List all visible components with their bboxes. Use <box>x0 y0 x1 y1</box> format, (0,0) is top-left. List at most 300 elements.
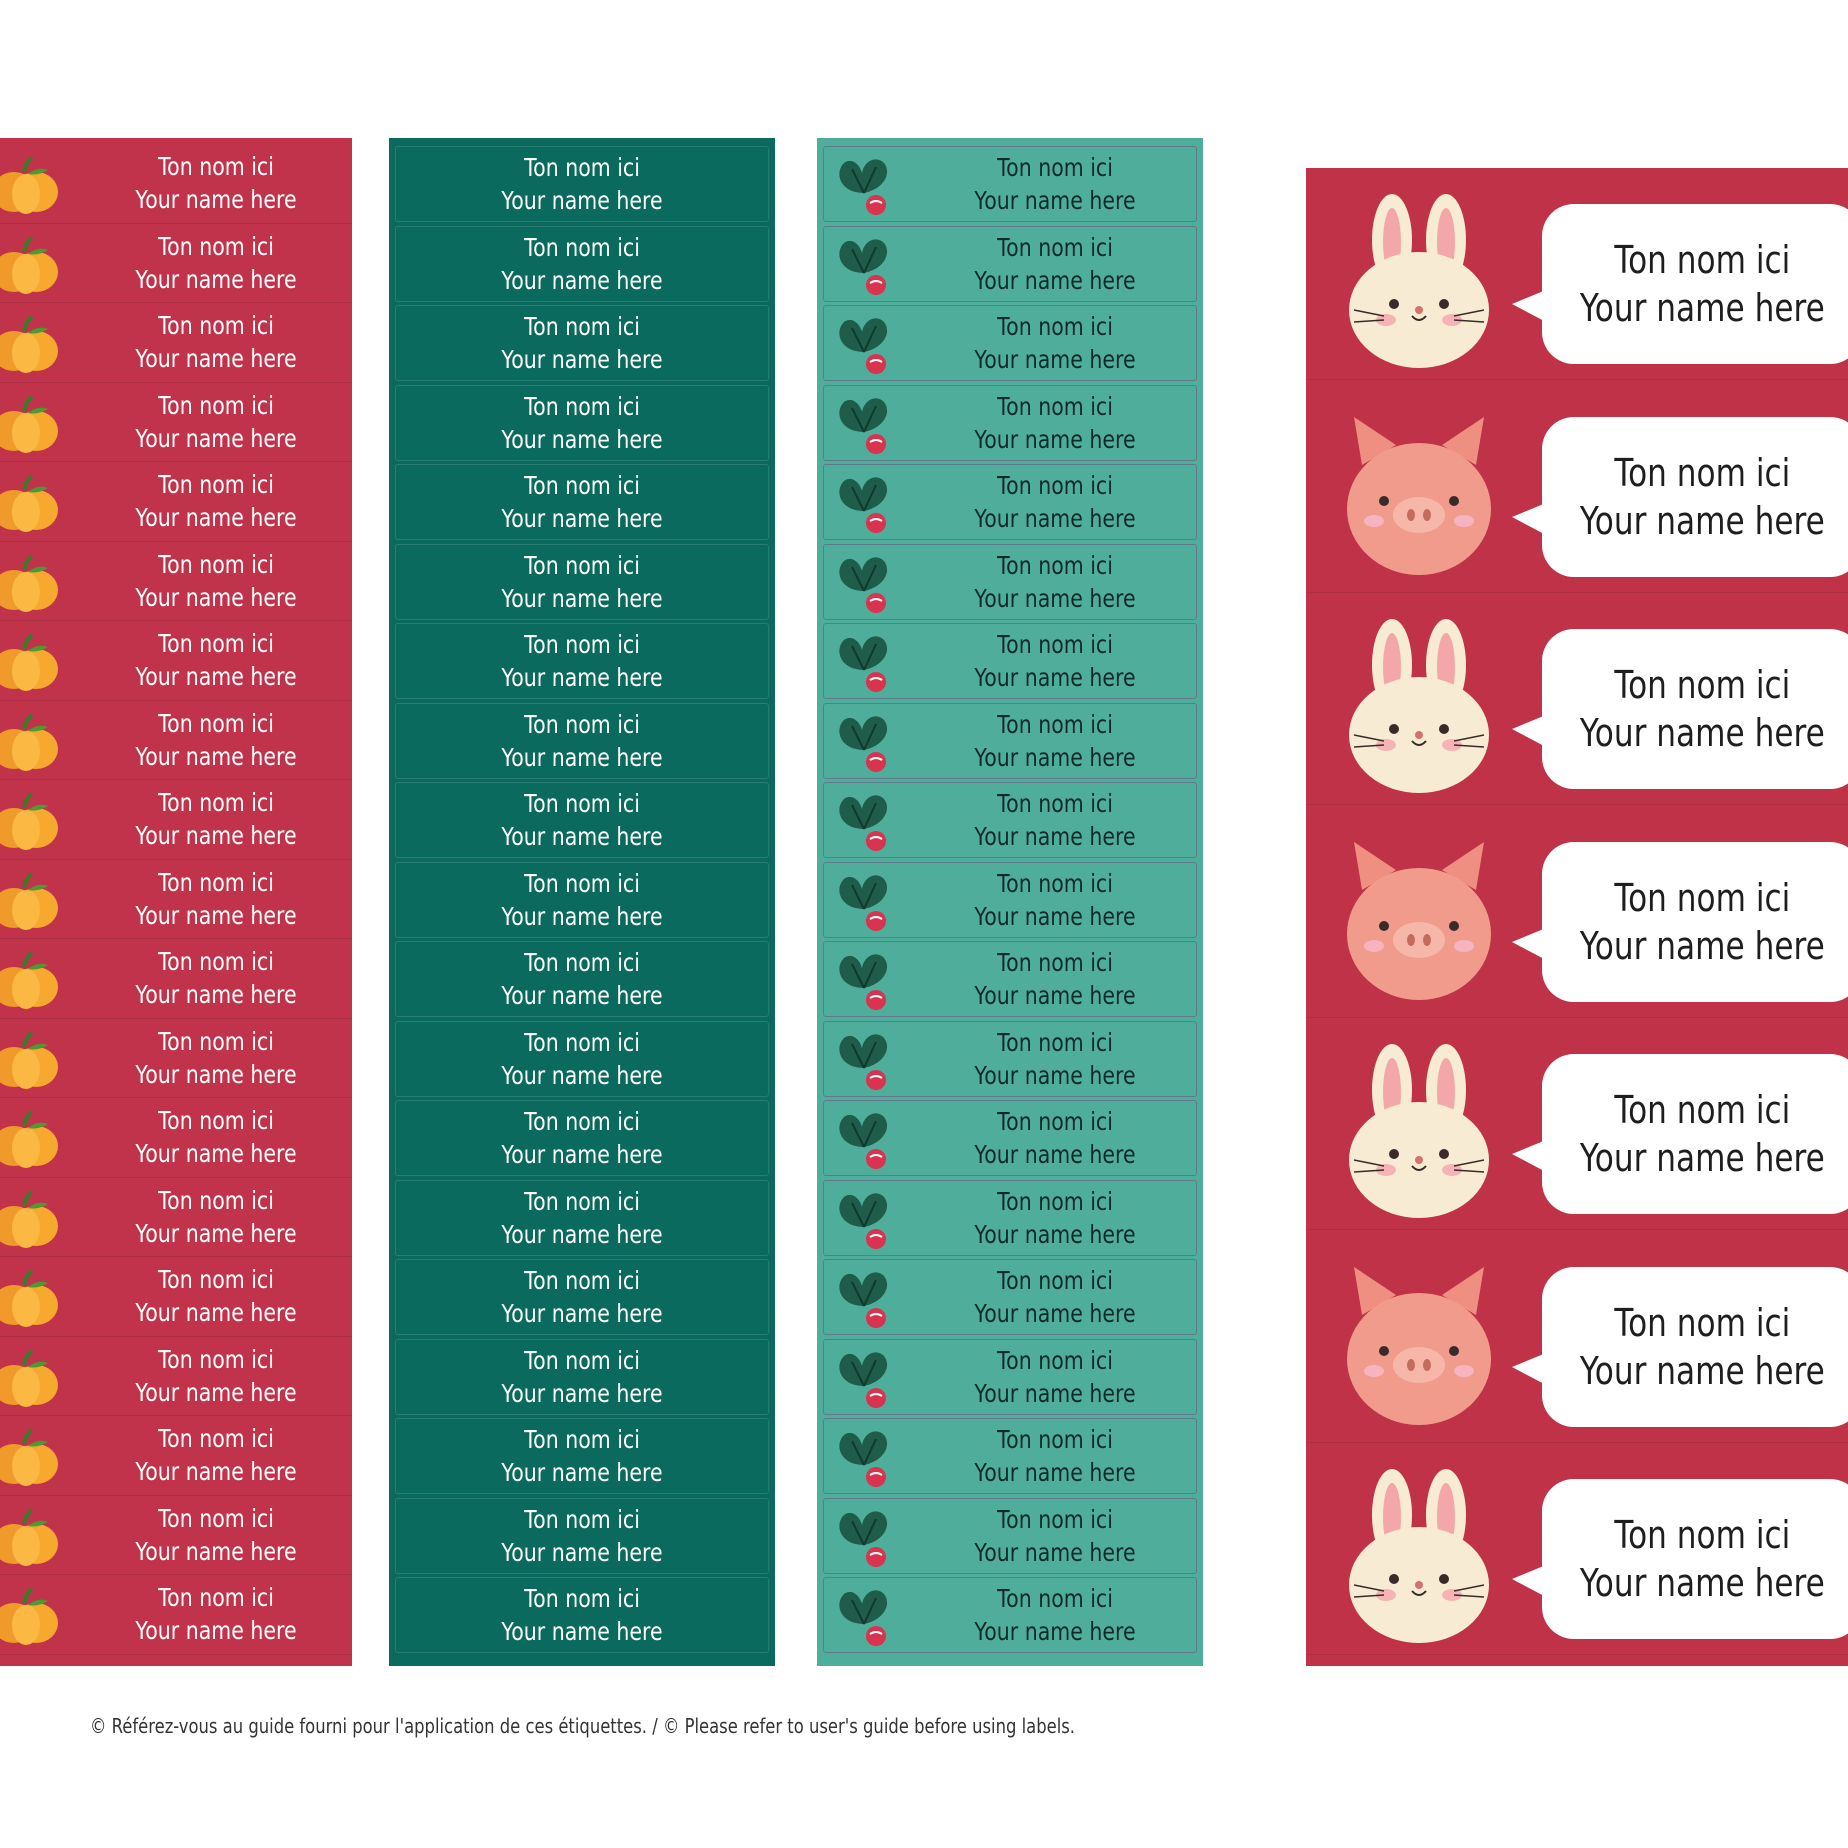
bunny-icon <box>1334 1467 1504 1645</box>
dark-teal-name-label <box>395 703 769 779</box>
label-line-fr: Ton nom ici <box>158 1424 274 1454</box>
name-label-text <box>429 863 734 937</box>
label-line-en: Your name here <box>1579 923 1825 968</box>
bunny-icon <box>1334 617 1504 795</box>
name-label-text <box>939 1181 1170 1255</box>
speech-bubble <box>1542 842 1848 1002</box>
pumpkin-icon <box>0 1426 64 1488</box>
label-line-en: Your name here <box>1579 286 1825 330</box>
animal-name-label <box>1306 806 1848 1018</box>
name-label-text <box>118 1337 315 1416</box>
name-label-text <box>429 147 734 221</box>
pumpkin-icon <box>0 1347 64 1409</box>
pumpkin-name-label <box>0 542 352 622</box>
label-line-en: Your name here <box>135 900 297 930</box>
label-line-en: Your name here <box>1579 711 1825 755</box>
pumpkin-icon <box>0 790 64 852</box>
label-line-fr: Ton nom ici <box>158 152 274 182</box>
label-line-en: Your name here <box>974 583 1136 613</box>
label-line-fr: Ton nom ici <box>997 1027 1113 1057</box>
name-label-text <box>939 1578 1170 1652</box>
dark-teal-name-label <box>395 146 769 222</box>
dark-teal-name-label <box>395 226 769 302</box>
name-label-text <box>1580 449 1825 545</box>
label-line-en: Your name here <box>501 1617 663 1646</box>
name-label-text <box>939 306 1170 380</box>
label-line-fr: Ton nom ici <box>524 153 640 182</box>
label-line-fr: Ton nom ici <box>158 1106 274 1136</box>
dark-teal-name-label <box>395 544 769 620</box>
label-line-fr: Ton nom ici <box>158 708 274 738</box>
radish-icon <box>830 1028 898 1096</box>
label-line-en: Your name here <box>974 1537 1136 1567</box>
label-line-fr: Ton nom ici <box>997 1584 1113 1613</box>
radish-icon <box>830 789 898 857</box>
radish-icon <box>830 551 898 619</box>
radish-icon <box>830 1346 898 1414</box>
name-label-text <box>118 1178 315 1257</box>
pumpkin-icon <box>0 552 64 614</box>
name-label-text <box>118 1019 315 1098</box>
pumpkin-icon <box>0 1506 64 1568</box>
label-line-en: Your name here <box>135 1536 297 1566</box>
radish-name-label <box>823 305 1197 381</box>
name-label-text <box>939 147 1170 221</box>
radish-name-label <box>823 1021 1197 1097</box>
label-line-en: Your name here <box>135 1457 297 1487</box>
label-line-fr: Ton nom ici <box>158 629 274 659</box>
radish-icon <box>830 392 898 460</box>
radish-icon <box>830 948 898 1016</box>
label-line-fr: Ton nom ici <box>158 1583 274 1613</box>
label-line-en: Your name here <box>1579 1136 1825 1180</box>
radish-name-label <box>823 226 1197 302</box>
name-label-text <box>118 1098 315 1177</box>
radish-name-label <box>823 782 1197 858</box>
label-line-fr: Ton nom ici <box>997 789 1113 818</box>
label-line-fr: Ton nom ici <box>997 709 1113 739</box>
radish-name-label <box>823 862 1197 938</box>
label-line-fr: Ton nom ici <box>997 312 1113 341</box>
label-line-en: Your name here <box>974 424 1136 454</box>
radish-name-label <box>823 703 1197 779</box>
animal-name-label <box>1306 1018 1848 1230</box>
label-line-fr: Ton nom ici <box>524 709 640 739</box>
label-line-fr: Ton nom ici <box>524 948 640 977</box>
radish-icon <box>830 630 898 698</box>
label-line-fr: Ton nom ici <box>524 391 640 421</box>
label-line-en: Your name here <box>974 742 1136 772</box>
radish-icon <box>830 1187 898 1255</box>
name-label-text <box>939 863 1170 937</box>
label-line-fr: Ton nom ici <box>997 948 1113 977</box>
label-line-en: Your name here <box>974 504 1136 533</box>
label-line-fr: Ton nom ici <box>524 1584 640 1613</box>
dark-teal-name-label <box>395 782 769 858</box>
name-label-text <box>429 704 734 778</box>
label-line-fr: Ton nom ici <box>1614 1088 1790 1132</box>
pumpkin-icon <box>0 313 64 375</box>
speech-bubble <box>1542 629 1848 789</box>
label-line-en: Your name here <box>974 1219 1136 1249</box>
name-label-text <box>118 462 315 541</box>
label-line-en: Your name here <box>974 1299 1136 1328</box>
label-line-fr: Ton nom ici <box>158 311 274 341</box>
pumpkin-name-label <box>0 303 352 383</box>
label-line-en: Your name here <box>501 981 663 1010</box>
label-line-fr: Ton nom ici <box>524 550 640 580</box>
label-line-fr: Ton nom ici <box>1614 450 1790 495</box>
name-label-text <box>939 1340 1170 1414</box>
name-label-text <box>429 386 734 460</box>
label-line-en: Your name here <box>135 582 297 612</box>
label-line-en: Your name here <box>974 663 1136 692</box>
pumpkin-icon <box>0 154 64 216</box>
radish-icon <box>830 1107 898 1175</box>
label-line-fr: Ton nom ici <box>997 232 1113 262</box>
radish-label-strip <box>817 138 1203 1666</box>
name-label-text <box>118 1496 315 1575</box>
speech-bubble <box>1542 204 1848 364</box>
pumpkin-icon <box>0 949 64 1011</box>
name-label-text <box>939 1101 1170 1175</box>
pumpkin-icon <box>0 472 64 534</box>
label-line-fr: Ton nom ici <box>524 1266 640 1295</box>
label-line-fr: Ton nom ici <box>997 1425 1113 1454</box>
animal-name-label <box>1306 1231 1848 1443</box>
radish-icon <box>830 312 898 380</box>
name-label-text <box>429 545 734 619</box>
label-line-en: Your name here <box>135 980 297 1010</box>
label-line-en: Your name here <box>974 901 1136 931</box>
radish-icon <box>830 710 898 778</box>
name-label-text <box>118 1575 315 1654</box>
label-line-en: Your name here <box>135 1139 297 1169</box>
label-line-fr: Ton nom ici <box>1614 875 1790 920</box>
name-label-text <box>429 624 734 698</box>
dark-teal-name-label <box>395 1418 769 1494</box>
label-line-en: Your name here <box>135 1377 297 1407</box>
label-line-fr: Ton nom ici <box>158 1185 274 1215</box>
label-line-en: Your name here <box>501 742 663 772</box>
label-line-en: Your name here <box>501 1458 663 1487</box>
name-label-text <box>939 227 1170 301</box>
pig-icon <box>1334 1255 1504 1433</box>
label-line-fr: Ton nom ici <box>524 868 640 898</box>
label-line-fr: Ton nom ici <box>997 1186 1113 1216</box>
label-line-fr: Ton nom ici <box>524 1345 640 1375</box>
radish-icon <box>830 153 898 221</box>
label-line-fr: Ton nom ici <box>158 1344 274 1374</box>
label-line-en: Your name here <box>501 186 663 215</box>
animal-name-label <box>1306 381 1848 593</box>
label-line-en: Your name here <box>1579 1561 1825 1605</box>
radish-name-label <box>823 544 1197 620</box>
speech-bubble <box>1542 1267 1848 1427</box>
label-line-en: Your name here <box>1579 498 1825 543</box>
label-line-en: Your name here <box>135 423 297 453</box>
label-line-fr: Ton nom ici <box>997 550 1113 580</box>
name-label-text <box>939 1260 1170 1334</box>
label-line-en: Your name here <box>974 265 1136 295</box>
bunny-icon <box>1334 192 1504 370</box>
label-line-fr: Ton nom ici <box>997 471 1113 500</box>
label-line-en: Your name here <box>501 424 663 454</box>
label-line-fr: Ton nom ici <box>158 788 274 818</box>
radish-name-label <box>823 1577 1197 1653</box>
name-label-text <box>429 1499 734 1573</box>
label-line-en: Your name here <box>501 822 663 851</box>
label-line-en: Your name here <box>974 822 1136 851</box>
radish-icon <box>830 471 898 539</box>
name-label-text <box>939 624 1170 698</box>
pumpkin-icon <box>0 393 64 455</box>
name-label-text <box>429 306 734 380</box>
pumpkin-icon <box>0 631 64 693</box>
label-line-fr: Ton nom ici <box>158 231 274 261</box>
name-label-text <box>429 783 734 857</box>
radish-name-label <box>823 941 1197 1017</box>
name-label-text <box>429 1181 734 1255</box>
label-line-en: Your name here <box>501 504 663 533</box>
dark-teal-name-label <box>395 385 769 461</box>
label-line-fr: Ton nom ici <box>1614 663 1790 707</box>
name-label-text <box>118 1416 315 1495</box>
name-label-text <box>939 465 1170 539</box>
name-label-text <box>1580 1299 1825 1395</box>
label-line-en: Your name here <box>501 663 663 692</box>
pumpkin-name-label <box>0 1098 352 1178</box>
label-line-fr: Ton nom ici <box>524 789 640 818</box>
radish-icon <box>830 233 898 301</box>
label-line-fr: Ton nom ici <box>524 1107 640 1136</box>
label-line-en: Your name here <box>501 265 663 295</box>
label-line-en: Your name here <box>135 741 297 771</box>
name-label-text <box>118 303 315 382</box>
pumpkin-icon <box>0 1108 64 1170</box>
label-line-fr: Ton nom ici <box>1614 1300 1790 1345</box>
pumpkin-name-label <box>0 1019 352 1099</box>
name-label-text <box>429 1101 734 1175</box>
pumpkin-label-strip <box>0 138 352 1666</box>
label-line-fr: Ton nom ici <box>158 390 274 420</box>
label-line-fr: Ton nom ici <box>1614 238 1790 282</box>
name-label-text <box>429 1340 734 1414</box>
name-label-text <box>118 621 315 700</box>
name-label-text <box>429 1578 734 1652</box>
label-line-fr: Ton nom ici <box>524 1425 640 1454</box>
label-line-fr: Ton nom ici <box>997 153 1113 182</box>
label-line-en: Your name here <box>501 1140 663 1169</box>
label-line-fr: Ton nom ici <box>997 1107 1113 1136</box>
name-label-text <box>939 1499 1170 1573</box>
name-label-text <box>118 144 315 223</box>
label-line-en: Your name here <box>974 981 1136 1010</box>
radish-name-label <box>823 464 1197 540</box>
name-label-text <box>1580 236 1825 332</box>
name-label-text <box>429 227 734 301</box>
label-line-fr: Ton nom ici <box>524 232 640 262</box>
dark-teal-name-label <box>395 1577 769 1653</box>
label-line-en: Your name here <box>135 821 297 851</box>
pumpkin-name-label <box>0 1496 352 1576</box>
pumpkin-name-label <box>0 1337 352 1417</box>
radish-name-label <box>823 385 1197 461</box>
name-label-text <box>1580 1086 1825 1182</box>
label-line-en: Your name here <box>501 1219 663 1249</box>
label-line-en: Your name here <box>135 185 297 215</box>
label-line-en: Your name here <box>135 1298 297 1328</box>
dark-teal-name-label <box>395 305 769 381</box>
label-line-fr: Ton nom ici <box>524 1027 640 1057</box>
dark-teal-name-label <box>395 1021 769 1097</box>
name-label-text <box>429 1260 734 1334</box>
pumpkin-icon <box>0 1188 64 1250</box>
name-label-text <box>939 783 1170 857</box>
speech-bubble <box>1542 1479 1848 1639</box>
speech-bubble <box>1542 1054 1848 1214</box>
pumpkin-name-label <box>0 1178 352 1258</box>
name-label-text <box>118 542 315 621</box>
name-label-text <box>118 780 315 859</box>
radish-name-label <box>823 1100 1197 1176</box>
label-line-en: Your name here <box>974 1140 1136 1169</box>
name-label-text <box>429 1022 734 1096</box>
label-line-fr: Ton nom ici <box>997 630 1113 659</box>
pumpkin-icon <box>0 234 64 296</box>
name-label-text <box>118 224 315 303</box>
label-line-fr: Ton nom ici <box>158 947 274 977</box>
label-line-en: Your name here <box>135 1616 297 1646</box>
label-line-fr: Ton nom ici <box>997 1345 1113 1375</box>
speech-bubble <box>1542 417 1848 577</box>
dark-teal-label-strip <box>389 138 775 1666</box>
animal-name-label <box>1306 1443 1848 1655</box>
label-line-fr: Ton nom ici <box>1614 1513 1790 1557</box>
name-label-text <box>1580 874 1825 970</box>
pumpkin-name-label <box>0 383 352 463</box>
pumpkin-name-label <box>0 1575 352 1655</box>
label-line-fr: Ton nom ici <box>158 1265 274 1295</box>
name-label-text <box>118 383 315 462</box>
dark-teal-name-label <box>395 623 769 699</box>
label-line-fr: Ton nom ici <box>158 1503 274 1533</box>
name-label-text <box>118 939 315 1018</box>
label-line-en: Your name here <box>135 1218 297 1248</box>
animal-name-label <box>1306 593 1848 805</box>
pumpkin-icon <box>0 1585 64 1647</box>
name-label-text <box>1580 661 1825 757</box>
animal-name-label <box>1306 168 1848 380</box>
name-label-text <box>118 701 315 780</box>
label-line-en: Your name here <box>501 1299 663 1328</box>
radish-icon <box>830 1505 898 1573</box>
label-line-en: Your name here <box>501 583 663 613</box>
label-line-en: Your name here <box>974 1458 1136 1487</box>
label-line-fr: Ton nom ici <box>524 1186 640 1216</box>
dark-teal-name-label <box>395 862 769 938</box>
label-line-en: Your name here <box>501 901 663 931</box>
label-line-fr: Ton nom ici <box>997 868 1113 898</box>
radish-name-label <box>823 1180 1197 1256</box>
bunny-icon <box>1334 1042 1504 1220</box>
dark-teal-name-label <box>395 1100 769 1176</box>
pumpkin-name-label <box>0 621 352 701</box>
dark-teal-name-label <box>395 464 769 540</box>
label-line-fr: Ton nom ici <box>997 1504 1113 1534</box>
name-label-text <box>939 545 1170 619</box>
radish-name-label <box>823 146 1197 222</box>
pumpkin-icon <box>0 711 64 773</box>
radish-icon <box>830 869 898 937</box>
label-line-en: Your name here <box>974 1617 1136 1646</box>
name-label-text <box>939 704 1170 778</box>
pumpkin-name-label <box>0 224 352 304</box>
radish-icon <box>830 1425 898 1493</box>
radish-name-label <box>823 1339 1197 1415</box>
label-line-fr: Ton nom ici <box>524 471 640 500</box>
pumpkin-name-label <box>0 939 352 1019</box>
label-line-en: Your name here <box>501 345 663 374</box>
pumpkin-name-label <box>0 144 352 224</box>
label-line-fr: Ton nom ici <box>158 549 274 579</box>
label-line-en: Your name here <box>501 1060 663 1090</box>
dark-teal-name-label <box>395 1498 769 1574</box>
label-line-en: Your name here <box>135 344 297 374</box>
label-line-en: Your name here <box>135 662 297 692</box>
label-line-en: Your name here <box>135 503 297 533</box>
label-line-fr: Ton nom ici <box>997 391 1113 421</box>
radish-icon <box>830 1266 898 1334</box>
pumpkin-name-label <box>0 701 352 781</box>
radish-name-label <box>823 1259 1197 1335</box>
label-line-en: Your name here <box>974 1060 1136 1090</box>
label-line-en: Your name here <box>1579 1348 1825 1393</box>
footer-notice: © Référez-vous au guide fourni pour l'application de ces étiquettes. / © Please refer to user's guide before using labels. <box>90 1714 1076 1738</box>
radish-icon <box>830 1584 898 1652</box>
label-line-fr: Ton nom ici <box>997 1266 1113 1295</box>
pumpkin-icon <box>0 1267 64 1329</box>
pumpkin-icon <box>0 870 64 932</box>
label-line-fr: Ton nom ici <box>524 630 640 659</box>
name-label-text <box>118 860 315 939</box>
label-line-fr: Ton nom ici <box>158 867 274 897</box>
label-line-fr: Ton nom ici <box>158 1026 274 1056</box>
label-line-fr: Ton nom ici <box>158 470 274 500</box>
pumpkin-name-label <box>0 1257 352 1337</box>
name-label-text <box>429 465 734 539</box>
pig-icon <box>1334 405 1504 583</box>
pumpkin-name-label <box>0 860 352 940</box>
pumpkin-icon <box>0 1029 64 1091</box>
pumpkin-name-label <box>0 780 352 860</box>
label-line-en: Your name here <box>974 345 1136 374</box>
pumpkin-name-label <box>0 1416 352 1496</box>
label-line-en: Your name here <box>135 1059 297 1089</box>
radish-name-label <box>823 1498 1197 1574</box>
name-label-text <box>429 1419 734 1493</box>
animal-label-strip <box>1306 168 1848 1666</box>
pumpkin-name-label <box>0 462 352 542</box>
label-line-en: Your name here <box>501 1537 663 1567</box>
name-label-text <box>1580 1511 1825 1607</box>
name-label-text <box>118 1257 315 1336</box>
pig-icon <box>1334 830 1504 1008</box>
label-line-en: Your name here <box>501 1378 663 1408</box>
dark-teal-name-label <box>395 1259 769 1335</box>
name-label-text <box>429 942 734 1016</box>
radish-name-label <box>823 623 1197 699</box>
